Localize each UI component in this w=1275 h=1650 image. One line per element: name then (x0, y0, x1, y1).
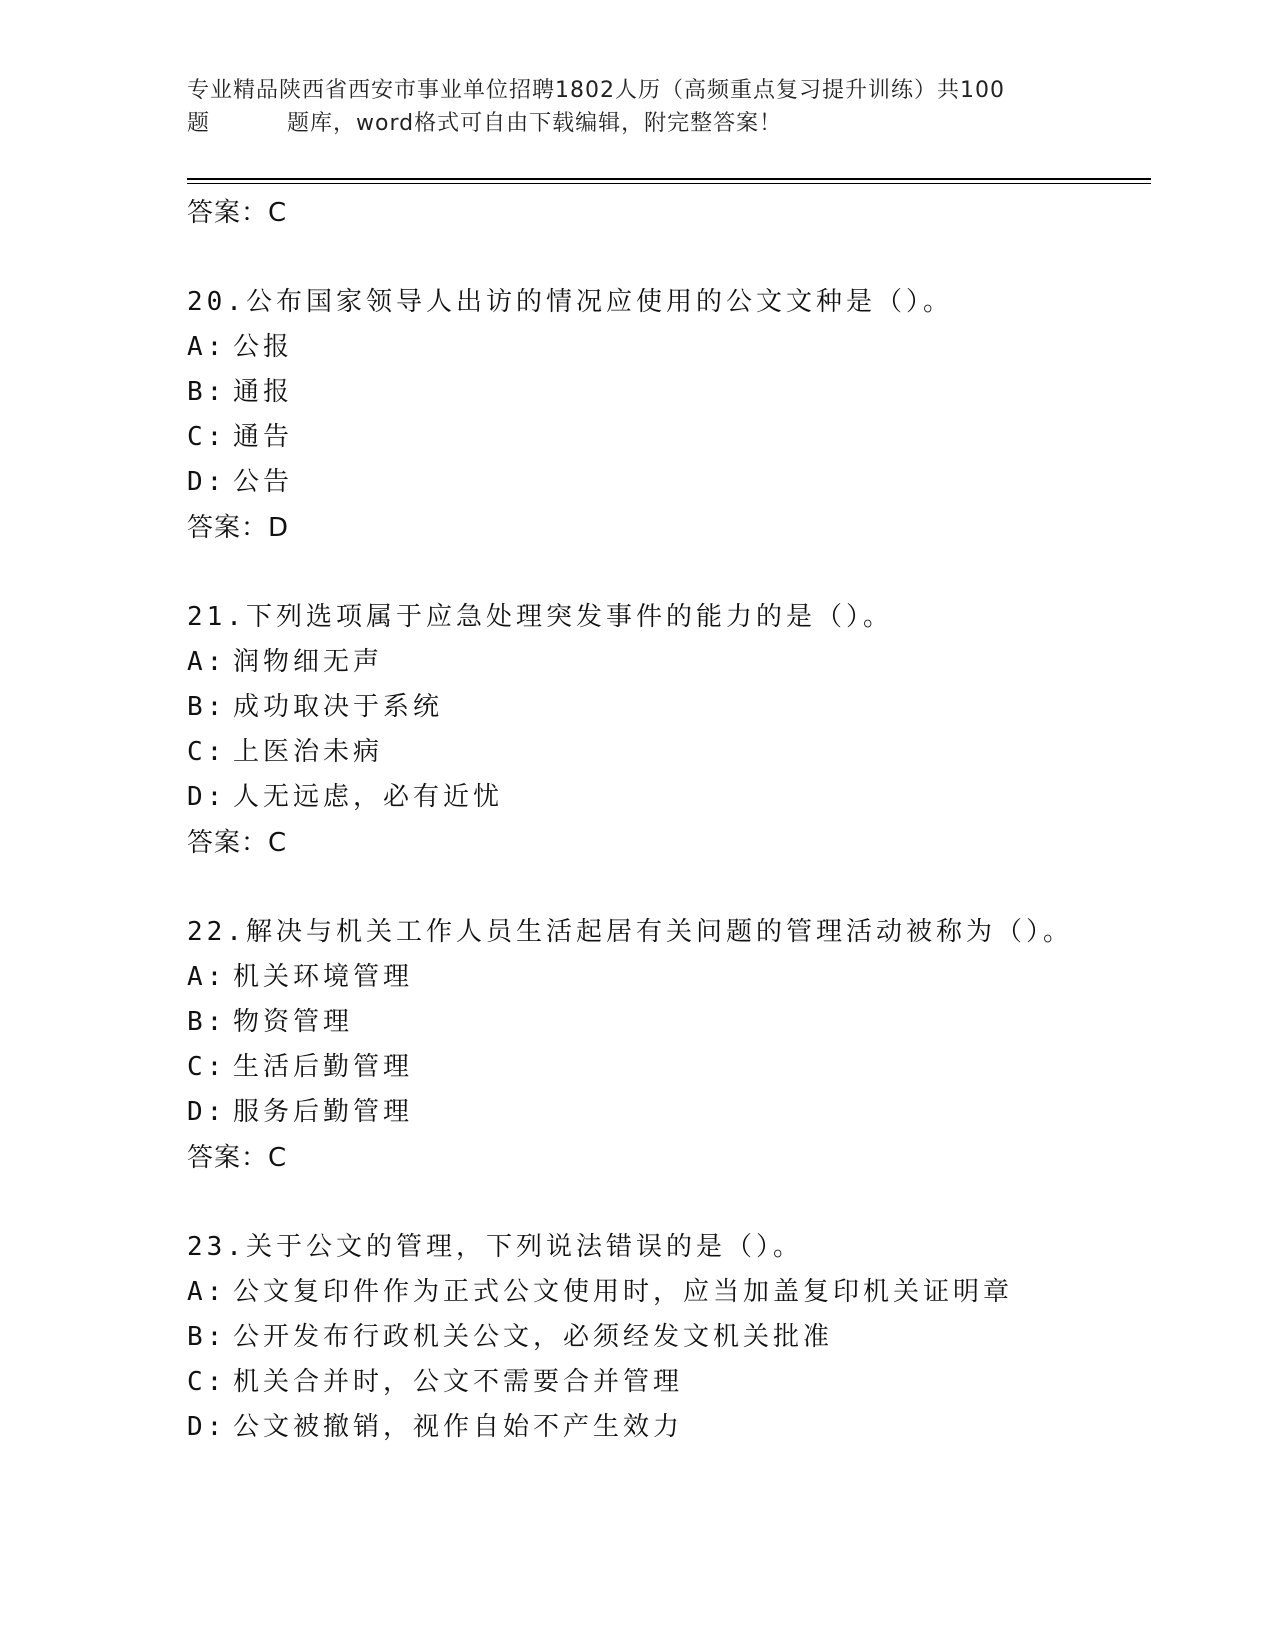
option-d (187, 460, 1151, 505)
option-text: 上医治未病 (233, 737, 384, 767)
header-line2-first: 题 (187, 111, 211, 136)
header-line2-rest: 题库，word格式可自由下载编辑，附完整答案！ (287, 111, 783, 136)
option-text: 公开发布行政机关公文，必须经发文机关批准 (233, 1322, 834, 1352)
question-20 (187, 280, 1151, 551)
option-text: 人无远虑，必有近忧 (233, 782, 504, 812)
option-letter: A: (187, 1277, 227, 1307)
option-letter: D: (187, 467, 227, 497)
option-letter: A: (187, 332, 227, 362)
option-letter: B: (187, 377, 227, 407)
answer-label: 答案：C (187, 198, 288, 228)
header-rule-thick (187, 178, 1151, 180)
question-text: 21.下列选项属于应急处理突发事件的能力的是（）。 (187, 602, 893, 632)
option-c (187, 1045, 1151, 1090)
header-rule-thin (187, 183, 1151, 184)
option-a (187, 325, 1151, 370)
page-header (187, 74, 1067, 140)
header-title-line2 (187, 107, 1067, 140)
option-text: 物资管理 (233, 1007, 354, 1037)
option-letter: D: (187, 1097, 227, 1127)
option-c (187, 415, 1151, 460)
question-23 (187, 1225, 1151, 1450)
option-a (187, 1270, 1151, 1315)
option-d (187, 775, 1151, 820)
option-letter: A: (187, 962, 227, 992)
option-letter: D: (187, 782, 227, 812)
option-text: 机关环境管理 (233, 962, 414, 992)
option-text: 公文复印件作为正式公文使用时，应当加盖复印机关证明章 (233, 1277, 1014, 1307)
option-letter: A: (187, 647, 227, 677)
question-list (187, 190, 1151, 1450)
option-letter: D: (187, 1412, 227, 1442)
option-text: 公报 (233, 332, 294, 362)
option-c (187, 730, 1151, 775)
question-22 (187, 910, 1151, 1181)
option-letter: B: (187, 692, 227, 722)
question-text: 20.公布国家领导人出访的情况应使用的公文文种是（）。 (187, 287, 953, 317)
answer-label: 答案：C (187, 828, 288, 858)
question-text: 22.解决与机关工作人员生活起居有关问题的管理活动被称为（）。 (187, 917, 1073, 947)
option-text: 公告 (233, 467, 294, 497)
option-text: 通告 (233, 422, 294, 452)
header-title-line1: 专业精品陕西省西安市事业单位招聘1802人历（高频重点复习提升训练）共100 (187, 78, 1005, 103)
option-letter: B: (187, 1007, 227, 1037)
option-b (187, 685, 1151, 730)
option-text: 服务后勤管理 (233, 1097, 414, 1127)
answer-label: 答案：C (187, 1143, 288, 1173)
option-text: 机关合并时，公文不需要合并管理 (233, 1367, 684, 1397)
option-c (187, 1360, 1151, 1405)
question-21 (187, 595, 1151, 866)
option-text: 润物细无声 (233, 647, 384, 677)
question-text: 23.关于公文的管理，下列说法错误的是（）。 (187, 1232, 803, 1262)
option-a (187, 640, 1151, 685)
option-b (187, 370, 1151, 415)
option-letter: B: (187, 1322, 227, 1352)
option-letter: C: (187, 1052, 227, 1082)
option-b (187, 1000, 1151, 1045)
option-d (187, 1405, 1151, 1450)
option-b (187, 1315, 1151, 1360)
option-text: 公文被撤销，视作自始不产生效力 (233, 1412, 684, 1442)
option-letter: C: (187, 737, 227, 767)
option-text: 通报 (233, 377, 294, 407)
option-d (187, 1090, 1151, 1135)
option-a (187, 955, 1151, 1000)
option-text: 成功取决于系统 (233, 692, 444, 722)
option-letter: C: (187, 1367, 227, 1397)
option-text: 生活后勤管理 (233, 1052, 414, 1082)
option-letter: C: (187, 422, 227, 452)
answer-label: 答案：D (187, 513, 290, 543)
